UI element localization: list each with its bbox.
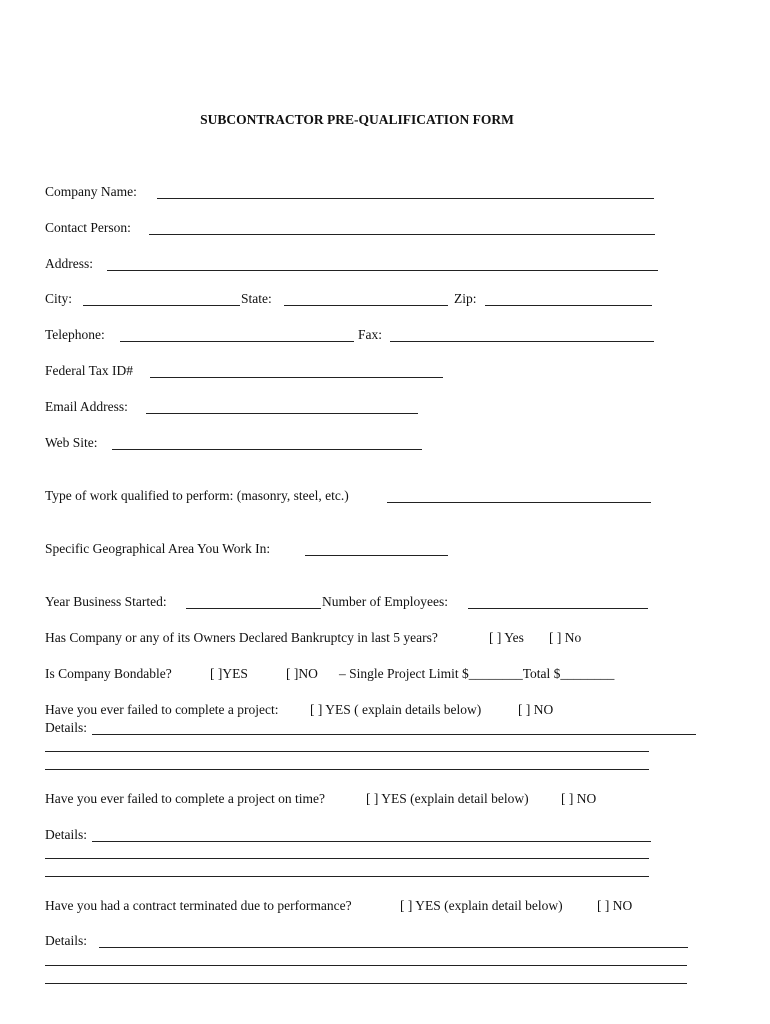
failed-complete-question: Have you ever failed to complete a project: <box>45 702 279 717</box>
federal-tax-id-field[interactable] <box>150 377 443 378</box>
city-field[interactable] <box>83 305 240 306</box>
company-name-field[interactable] <box>157 198 654 199</box>
geographical-area-field[interactable] <box>305 555 448 556</box>
terminated-details-line[interactable] <box>99 947 688 948</box>
failed-on-time-details-line[interactable] <box>92 841 651 842</box>
terminated-question: Have you had a contract terminated due to performance? <box>45 898 352 913</box>
failed-on-time-details-line[interactable] <box>45 876 649 877</box>
fax-field[interactable] <box>390 341 654 342</box>
bankruptcy-yes-checkbox[interactable]: [ ] Yes <box>489 630 524 645</box>
geographical-area-label: Specific Geographical Area You Work In: <box>45 541 271 556</box>
bondable-no-checkbox[interactable]: [ ]NO <box>286 666 318 681</box>
bankruptcy-no-checkbox[interactable]: [ ] No <box>549 630 582 645</box>
type-of-work-field[interactable] <box>387 502 651 503</box>
terminated-details-line[interactable] <box>45 965 687 966</box>
failed-on-time-details-label: Details: <box>45 827 87 842</box>
zip-label: Zip: <box>454 291 477 306</box>
state-label: State: <box>241 291 272 306</box>
failed-complete-no-checkbox[interactable]: [ ] NO <box>518 702 554 717</box>
failed-complete-details-line[interactable] <box>45 751 649 752</box>
year-started-label: Year Business Started: <box>45 594 167 609</box>
federal-tax-id-label: Federal Tax ID# <box>45 363 134 378</box>
web-site-field[interactable] <box>112 449 422 450</box>
num-employees-field[interactable] <box>468 608 648 609</box>
terminated-details-label: Details: <box>45 933 87 948</box>
fax-label: Fax: <box>358 327 383 342</box>
state-field[interactable] <box>284 305 448 306</box>
failed-complete-details-label: Details: <box>45 720 87 735</box>
terminated-details-line[interactable] <box>45 983 687 984</box>
failed-on-time-details-line[interactable] <box>45 858 649 859</box>
failed-complete-details-line[interactable] <box>45 769 649 770</box>
address-field[interactable] <box>107 270 658 271</box>
telephone-label: Telephone: <box>45 327 105 342</box>
form-title: SUBCONTRACTOR PRE-QUALIFICATION FORM <box>200 112 514 127</box>
city-label: City: <box>45 291 73 306</box>
failed-on-time-yes-checkbox[interactable]: [ ] YES (explain detail below) <box>366 791 529 806</box>
web-site-label: Web Site: <box>45 435 98 450</box>
year-started-field[interactable] <box>186 608 321 609</box>
telephone-field[interactable] <box>120 341 354 342</box>
contact-person-field[interactable] <box>149 234 655 235</box>
terminated-yes-checkbox[interactable]: [ ] YES (explain detail below) <box>400 898 563 913</box>
bondable-question: Is Company Bondable? <box>45 666 172 681</box>
contact-person-label: Contact Person: <box>45 220 131 235</box>
company-name-label: Company Name: <box>45 184 137 199</box>
num-employees-label: Number of Employees: <box>322 594 448 609</box>
email-field[interactable] <box>146 413 418 414</box>
zip-field[interactable] <box>485 305 652 306</box>
bankruptcy-question: Has Company or any of its Owners Declared Bankruptcy in last 5 years? <box>45 630 438 645</box>
bondable-yes-checkbox[interactable]: [ ]YES <box>210 666 248 681</box>
bondable-limit-text: – Single Project Limit $________Total $________ <box>339 666 615 681</box>
failed-on-time-no-checkbox[interactable]: [ ] NO <box>561 791 597 806</box>
failed-complete-yes-checkbox[interactable]: [ ] YES ( explain details below) <box>310 702 482 717</box>
terminated-no-checkbox[interactable]: [ ] NO <box>597 898 633 913</box>
failed-complete-details-line[interactable] <box>92 734 696 735</box>
address-label: Address: <box>45 256 93 271</box>
failed-on-time-question: Have you ever failed to complete a project on time? <box>45 791 326 806</box>
email-label: Email Address: <box>45 399 128 414</box>
type-of-work-label: Type of work qualified to perform: (masonry, steel, etc.) <box>45 488 349 503</box>
